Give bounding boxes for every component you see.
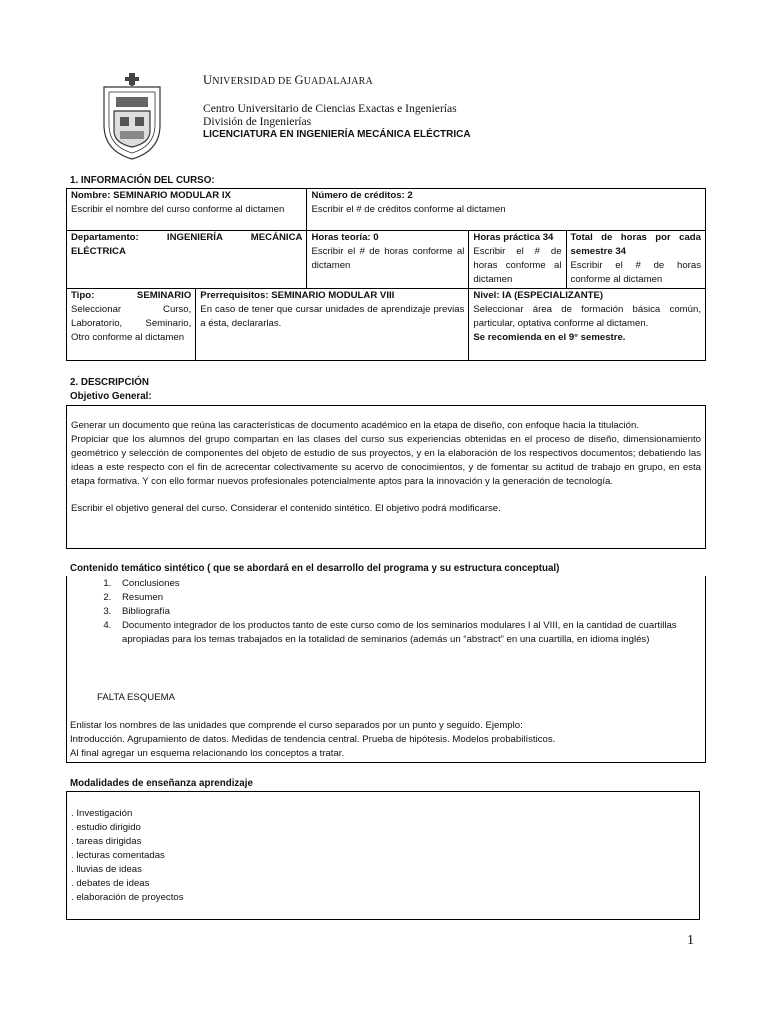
horas-practica-hint: Escribir el # de horas conforme al dictamen <box>473 246 562 285</box>
nombre-hint: Escribir el nombre del curso conforme al dictamen <box>71 204 285 215</box>
section-2-title: 2. DESCRIPCIÓN <box>70 377 149 388</box>
contenido-hint <box>70 719 702 761</box>
horas-practica-label: Horas práctica 34 <box>473 232 554 243</box>
section-1-title: 1. INFORMACIÓN DEL CURSO: <box>70 175 215 186</box>
objetivo-box <box>66 405 706 549</box>
tipo-hint: Seleccionar Curso, Laboratorio, Seminario, Otro conforme al dictamen <box>71 304 192 343</box>
objetivo-paragraph-1: Generar un documento que reúna las características de documento académico en la etapa de diseño, con enfoque hacia la titulación. <box>71 420 639 431</box>
falta-esquema-note: FALTA ESQUEMA <box>97 692 176 703</box>
nivel-label: Nivel: IA (ESPECIALIZANTE) <box>473 290 604 301</box>
course-info-table <box>66 188 706 361</box>
division-name: División de Ingenierías <box>203 115 312 128</box>
total-horas-hint: Escribir el # de horas conforme al dictamen <box>570 260 701 285</box>
contenido-hint-line-1: Enlistar los nombres de las unidades que comprende el curso separados por un punto y seguido. Ejemplo: <box>70 720 523 731</box>
list-item: 4. Documento integrador de los productos tanto de este curso como de los seminarios modulares I al VIII, en la cantidad de cuartillas apropiadas para los temas trabajados en la totalidad de seminarios (además un “abstract” en una cuartilla, en idioma inglés) <box>114 619 710 647</box>
contenido-list <box>70 577 710 647</box>
nivel-hint: Seleccionar área de formación básica común, particular, optativa conforme al dictamen. <box>473 304 701 329</box>
list-item: . lluvias de ideas <box>71 864 142 875</box>
modalidades-box <box>66 791 700 920</box>
horas-teoria-hint: Escribir el # de horas conforme al dictamen <box>311 246 465 271</box>
objetivo-general-title: Objetivo General: <box>70 391 152 402</box>
prerrequisitos-label: Prerrequisitos: SEMINARIO MODULAR VIII <box>200 290 395 301</box>
header-block <box>203 73 623 142</box>
list-item: 2. Resumen <box>114 591 710 605</box>
list-item: . estudio dirigido <box>71 822 141 833</box>
contenido-hint-line-3: Al final agregar un esquema relacionando los conceptos a tratar. <box>70 748 345 759</box>
departamento-label: Departamento: INGENIERÍA MECÁNICA ELÉCTRICA <box>71 232 303 257</box>
objetivo-hint: Escribir el objetivo general del curso. Considerar el contenido sintético. El objetivo podrá modificarse. <box>71 503 501 514</box>
list-item: 1. Conclusiones <box>114 577 710 591</box>
university-seal-logo <box>100 73 164 160</box>
prerrequisitos-hint: En caso de tener que cursar unidades de aprendizaje previas a ésta, declararlas. <box>200 304 465 329</box>
contenido-hint-line-2: Introducción. Agrupamiento de datos. Medidas de tendencia central. Prueba de hipótesis. Modelos probabilísticos. <box>70 734 556 745</box>
list-item: . debates de ideas <box>71 878 150 889</box>
page-number: 1 <box>687 933 694 948</box>
tipo-label: Tipo: SEMINARIO <box>71 290 192 301</box>
university-name: UNIVERSIDAD DE GUADALAJARA <box>203 73 373 87</box>
center-name: Centro Universitario de Ciencias Exactas e Ingenierías <box>203 102 457 115</box>
horas-teoria-label: Horas teoría: 0 <box>311 232 379 243</box>
list-item: . elaboración de proyectos <box>71 892 184 903</box>
list-item: . tareas dirigidas <box>71 836 142 847</box>
list-item: . lecturas comentadas <box>71 850 165 861</box>
list-item: 3. Bibliografía <box>114 605 710 619</box>
creditos-hint: Escribir el # de créditos conforme al dictamen <box>311 204 506 215</box>
contenido-title: Contenido temático sintético ( que se abordará en el desarrollo del programa y su estructura conceptual) <box>70 563 560 574</box>
total-horas-label: Total de horas por cada semestre 34 <box>570 232 701 257</box>
program-name: LICENCIATURA EN INGENIERÍA MECÁNICA ELÉCTRICA <box>203 129 471 140</box>
creditos-label: Número de créditos: 2 <box>311 190 413 201</box>
modalidades-title: Modalidades de enseñanza aprendizaje <box>70 778 253 789</box>
list-item: . Investigación <box>71 808 133 819</box>
nivel-note: Se recomienda en el 9° semestre. <box>473 332 626 343</box>
nombre-label: Nombre: SEMINARIO MODULAR IX <box>71 190 231 201</box>
objetivo-paragraph-2: Propiciar que los alumnos del grupo compartan en las clases del curso sus experiencias obtenidas en el proceso de diseño, dimensionamiento geométrico y selección de componentes del objeto de estudio de sus proyectos, y en la elaboración de los respectivos documentos; debatiendo las ideas a este respecto con el fin de acrecentar colectivamente su acervo de conocimientos, y de fomentar su actitud de trabajo en grupo, en esta etapa formativa. Y con ello formar nuevos profesionales potencialmente aptos para la innovación y la generación de tecnología. <box>71 434 701 487</box>
